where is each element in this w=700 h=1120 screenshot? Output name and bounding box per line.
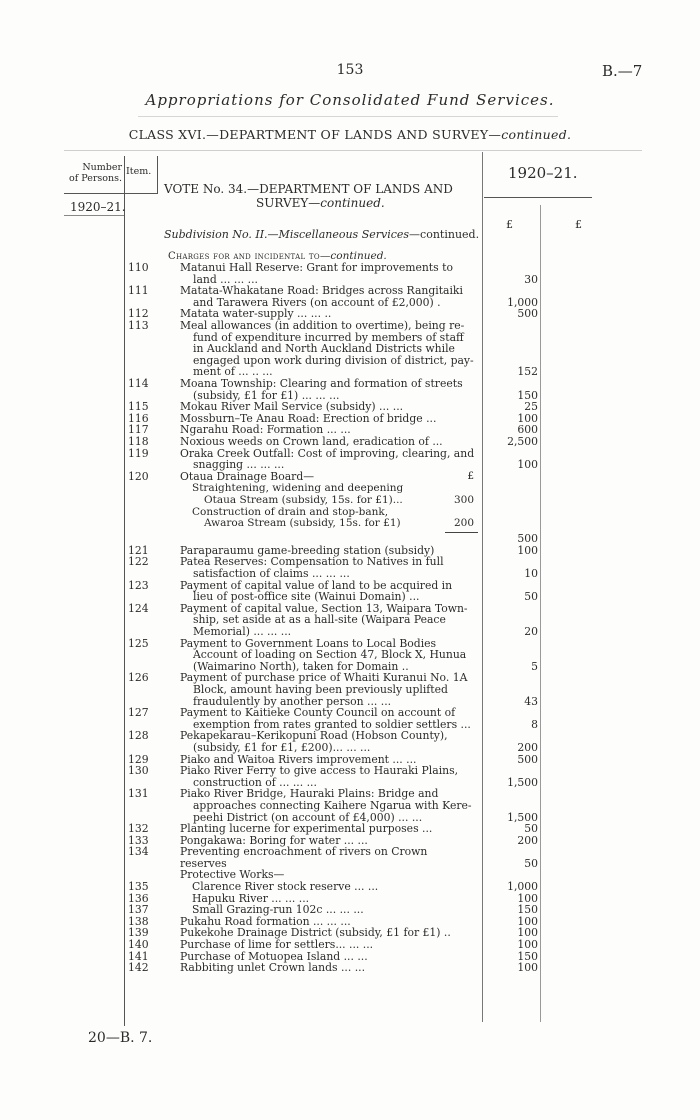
description-line: Payment of capital value of land to be acquired in [180, 578, 453, 592]
entry-row [0, 962, 700, 974]
description-line: engaged upon work during division of district, pay- [193, 353, 474, 367]
item-description [180, 788, 475, 823]
item-number: 121 [128, 543, 149, 557]
item-description [180, 672, 475, 707]
item-number: 130 [128, 764, 149, 778]
item-number: 123 [128, 578, 149, 592]
page-footer: 20—B. 7. [88, 1030, 153, 1046]
description-line: Memorial) ... ... ... [193, 625, 292, 639]
header-year-left: 1920–21. [70, 200, 126, 214]
description-line: Mokau River Mail Service (subsidy) ... ... [180, 400, 404, 414]
description-line: Pukahu Road formation ... ... ... [180, 914, 351, 928]
description-line: Small Grazing-run 102c ... ... ... [192, 903, 364, 917]
item-description [180, 262, 475, 285]
description-line: (subsidy, £1 for £1) ... ... ... [193, 388, 340, 402]
sub-table-row [192, 495, 478, 507]
item-description [180, 603, 475, 638]
sub-table-total: 500 [517, 532, 538, 546]
class-rule [64, 150, 642, 151]
item-amount: 50 [524, 856, 538, 870]
item-amount: 100 [517, 926, 538, 940]
item-description [180, 823, 475, 835]
description-line: and Tarawera Rivers (on account of £2,000) . [193, 295, 441, 309]
item-amount: 100 [517, 914, 538, 928]
subdivision-heading [164, 228, 482, 241]
appropriation-entries [0, 262, 700, 974]
charges-text: Charges for and incidental to [168, 251, 320, 262]
item-number: 116 [128, 411, 149, 425]
item-number: 135 [128, 880, 149, 894]
description-line: ship, set aside at as a hall-site (Waipara Peace [193, 613, 446, 627]
entry-row [0, 378, 700, 401]
description-line: Block, amount having been previously uplifted [193, 682, 448, 696]
item-amount: 100 [517, 938, 538, 952]
item-number: 131 [128, 787, 149, 801]
sub-table-amount: 300 [453, 493, 474, 506]
item-amount: 50 [524, 822, 538, 836]
item-amount: 152 [517, 365, 538, 379]
item-description [180, 285, 475, 308]
item-amount: 500 [517, 307, 538, 321]
item-amount: 43 [524, 694, 538, 708]
class-heading-continued: continued. [501, 127, 572, 142]
sub-table-amount: 200 [453, 517, 474, 530]
item-amount: 150 [517, 949, 538, 963]
entry-row [0, 730, 700, 753]
document-reference: B.—7 [602, 62, 643, 80]
item-number: 113 [128, 318, 149, 332]
item-amount: 100 [517, 891, 538, 905]
item-number: 134 [128, 845, 149, 859]
sub-table-text: Straightening, widening and deepening [192, 482, 404, 495]
item-description [180, 962, 475, 974]
page-number: 153 [336, 62, 364, 78]
item-number: 142 [128, 961, 149, 975]
item-description [180, 638, 475, 673]
item-amount: 20 [524, 625, 538, 639]
description-line: Piako River Bridge, Hauraki Plains: Bridge and [180, 787, 439, 801]
item-description [180, 448, 475, 471]
item-number: 115 [128, 400, 149, 414]
vote-title-line2 [164, 196, 478, 210]
sub-table-text: Construction of drain and stop-bank, [192, 505, 389, 518]
persons-line-1: Number [82, 162, 122, 173]
entry-row [0, 765, 700, 788]
item-description [180, 556, 475, 579]
vote-title-survey: SURVEY— [256, 196, 321, 210]
header-rule-right [484, 197, 592, 198]
entry-row [0, 448, 700, 471]
item-description [180, 378, 475, 401]
description-line: Meal allowances (in addition to overtime), being re- [180, 318, 465, 332]
description-line: Pukekohe Drainage District (subsidy, £1 for £1) .. [180, 926, 451, 940]
description-line: Patea Reserves: Compensation to Natives in full [180, 555, 444, 569]
entry-row [0, 823, 700, 835]
description-line: Piako River Ferry to give access to Hauraki Plains, [180, 764, 459, 778]
item-number: 141 [128, 949, 149, 963]
item-description [180, 320, 475, 378]
description-line: Payment to Government Loans to Local Bodies [180, 636, 437, 650]
item-description [180, 730, 475, 753]
item-amount: 150 [517, 388, 538, 402]
item-number: 140 [128, 938, 149, 952]
description-line: fund of expenditure incurred by members of staff [193, 330, 464, 344]
item-description [180, 436, 475, 448]
vote-title-continued: continued. [320, 196, 385, 210]
description-line: (Waimarino North), taken for Domain .. [193, 659, 409, 673]
sub-table-text: Awaroa Stream (subsidy, 15s. for £1) [204, 517, 401, 530]
item-number: 139 [128, 926, 149, 940]
description-line: Purchase of Motuopea Island ... ... [180, 949, 368, 963]
item-number: 137 [128, 903, 149, 917]
header-number-of-persons [64, 162, 122, 184]
charges-continued: —continued. [319, 250, 387, 262]
item-number: 112 [128, 307, 149, 321]
description-line: Hapuku River ... ... ... [192, 891, 310, 905]
item-amount: 50 [524, 590, 538, 604]
item-amount: 30 [524, 272, 538, 286]
sub-table-pound-sign: £ [467, 470, 474, 483]
item-amount: 600 [517, 423, 538, 437]
pound-sign-left: £ [506, 218, 513, 231]
item-description [180, 580, 475, 603]
item-number: 133 [128, 833, 149, 847]
item-number: 126 [128, 671, 149, 685]
item-amount: 500 [517, 752, 538, 766]
description-line: Moana Township: Clearing and formation of streets [180, 376, 463, 390]
class-heading [0, 127, 700, 142]
description-line: Matata water-supply ... ... .. [180, 307, 332, 321]
entry-row [0, 436, 700, 448]
description-line: Clarence River stock reserve ... ... [192, 880, 379, 894]
item-number: 127 [128, 706, 149, 720]
item-description [180, 846, 475, 869]
description-line: Payment to Kaitieke County Council on account of [180, 706, 456, 720]
item-amount: 100 [517, 543, 538, 557]
description-line: Piako and Waitoa Rivers improvement ... ... [180, 752, 417, 766]
description-line: Mossburn–Te Anau Road: Erection of bridge ... [180, 411, 437, 425]
item-amount: 10 [524, 567, 538, 581]
item-amount: 200 [517, 833, 538, 847]
description-line: Protective Works— [180, 868, 285, 882]
item-amount: 1,500 [507, 810, 538, 824]
item-amount: 1,500 [507, 775, 538, 789]
item-number: 138 [128, 914, 149, 928]
item-number: 119 [128, 446, 149, 460]
item-amount: 2,500 [507, 434, 538, 448]
item-number: 129 [128, 752, 149, 766]
entry-row [0, 672, 700, 707]
description-line: fraudulently by another person ... ... [193, 694, 392, 708]
description-line: Payment of capital value, Section 13, Waipara Town- [180, 601, 468, 615]
subdivision-title: Subdivision No. II.—Miscellaneous Services [164, 228, 410, 241]
item-amount: 100 [517, 961, 538, 975]
sub-table-row [192, 518, 478, 530]
description-line: ment of ... .. ... [193, 365, 273, 379]
item-amount: 25 [524, 400, 538, 414]
description-line: Ngarahu Road: Formation ... ... [180, 423, 351, 437]
description-line: Account of loading on Section 47, Block X, Hunua [193, 648, 467, 662]
description-line: land ... ... ... [193, 272, 258, 286]
item-number: 111 [128, 284, 149, 298]
description-line: Oraka Creek Outfall: Cost of improving, clearing, and [180, 446, 475, 460]
item-amount: 150 [517, 903, 538, 917]
description-line: Planting lucerne for experimental purposes ... [180, 822, 433, 836]
item-amount: 100 [517, 458, 538, 472]
item-number: 122 [128, 555, 149, 569]
sub-table-text: Otaua Stream (subsidy, 15s. for £1)... [204, 493, 403, 506]
description-line: Matanui Hall Reserve: Grant for improvements to [180, 261, 453, 274]
description-line: snagging ... ... ... [193, 458, 285, 472]
item-description [180, 707, 475, 730]
vote-title [164, 182, 478, 210]
item-number: 132 [128, 822, 149, 836]
item-description [180, 939, 475, 951]
column-rule-item [157, 156, 158, 194]
item-amount: 1,000 [507, 295, 538, 309]
description-line: Pekapekarau–Kerikopuni Road (Hobson County), [180, 729, 448, 743]
item-number: 120 [128, 469, 149, 483]
entry-row [0, 580, 700, 603]
item-number: 118 [128, 434, 149, 448]
description-line: (subsidy, £1 for £1, £200)... ... ... [193, 740, 371, 754]
entry-row [0, 556, 700, 579]
description-line: Pongakawa: Boring for water ... ... [180, 833, 368, 847]
header-item: Item. [126, 166, 152, 177]
header-rule-left-lower [64, 215, 124, 216]
pound-sign-right: £ [575, 218, 582, 231]
entry-row [0, 285, 700, 308]
entry-row [0, 638, 700, 673]
item-description [180, 401, 475, 413]
description-line: Matata-Whakatane Road: Bridges across Rangitaiki [180, 284, 463, 298]
description-line: Paraparaumu game-breeding station (subsidy) [180, 543, 435, 557]
subdivision-continued: —continued. [409, 228, 480, 241]
top-rule [138, 116, 558, 117]
item-number: 110 [128, 261, 149, 274]
item-description [180, 765, 475, 788]
item-description [180, 881, 475, 893]
entry-row [0, 881, 700, 893]
item-number: 128 [128, 729, 149, 743]
header-year-right: 1920–21. [508, 164, 578, 182]
description-line: satisfaction of claims ... ... ... [193, 567, 350, 581]
item-number: 114 [128, 376, 149, 390]
description-line: in Auckland and North Auckland Districts while [193, 342, 455, 356]
description-line: Purchase of lime for settlers... ... ... [180, 938, 374, 952]
item-amount: 100 [517, 411, 538, 425]
description-line: Otaua Drainage Board— [180, 469, 315, 483]
description-line: construction of ... ... ... [193, 775, 317, 789]
description-line: exemption from rates granted to soldier settlers ... [193, 717, 471, 731]
entry-row [0, 846, 700, 869]
persons-line-2: of Persons. [69, 173, 122, 184]
item-amount: 8 [531, 717, 538, 731]
page-title: Appropriations for Consolidated Fund Services. [145, 91, 555, 109]
header-rule-left [64, 193, 158, 194]
entry-row [0, 401, 700, 413]
vote-title-line1: VOTE No. 34.—DEPARTMENT OF LANDS AND [164, 182, 453, 196]
entry-row [0, 939, 700, 951]
description-line: Payment of purchase price of Whaiti Kuranui No. 1A [180, 671, 468, 685]
otaua-sub-table [192, 471, 478, 530]
entry-row [0, 603, 700, 638]
description-line: approaches connecting Kaihere Ngarua with Kere- [193, 798, 472, 812]
entry-row [0, 320, 700, 378]
item-number: 125 [128, 636, 149, 650]
description-line: Rabbiting unlet Crown lands ... ... [180, 961, 366, 975]
item-number: 117 [128, 423, 149, 437]
item-number: 124 [128, 601, 149, 615]
item-amount: 5 [531, 659, 538, 673]
description-line: Preventing encroachment of rivers on Crown reserves [180, 845, 428, 870]
entry-row [0, 788, 700, 823]
class-heading-text: CLASS XVI.—DEPARTMENT OF LANDS AND SURVEY— [128, 127, 502, 142]
description-line: lieu of post-office site (Wainui Domain) ... [193, 590, 420, 604]
entry-row [0, 707, 700, 730]
description-line: peehi District (on account of £4,000) ... ... [193, 810, 423, 824]
item-amount: 200 [517, 740, 538, 754]
description-line: Noxious weeds on Crown land, eradication of ... [180, 434, 443, 448]
item-amount: 1,000 [507, 880, 538, 894]
item-number: 136 [128, 891, 149, 905]
entry-row [0, 262, 700, 285]
